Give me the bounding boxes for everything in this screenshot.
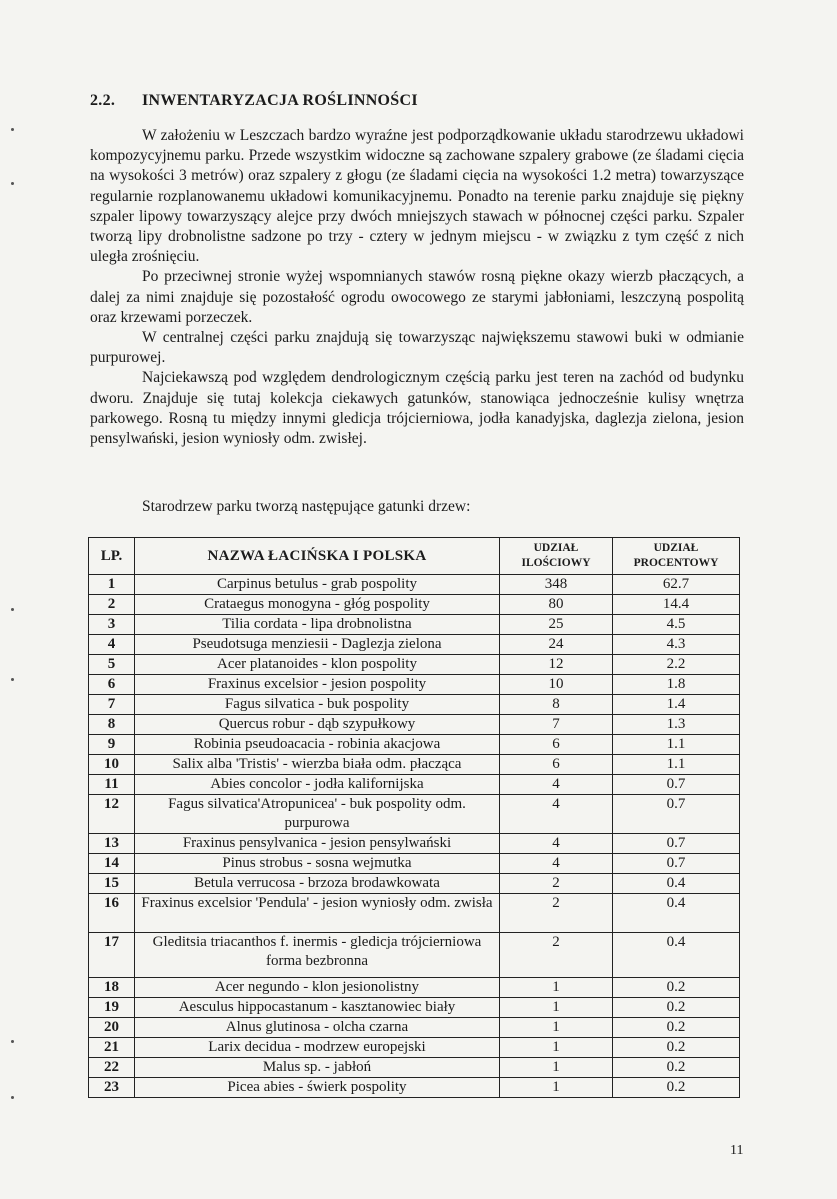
table-row (89, 595, 740, 615)
row-qty: 1 (500, 1018, 613, 1038)
row-name: Aesculus hippocastanum - kasztanowiec biały (135, 998, 500, 1018)
row-pct: 0.4 (613, 933, 740, 978)
table-row (89, 1058, 740, 1078)
row-pct: 0.2 (613, 1018, 740, 1038)
table-row (89, 874, 740, 894)
table-intro: Starodrzew parku tworzą następujące gatunki drzew: (142, 498, 471, 515)
table-row (89, 1078, 740, 1098)
row-pct: 4.5 (613, 615, 740, 635)
header-name: NAZWA ŁACIŃSKA I POLSKA (135, 538, 500, 575)
row-lp: 21 (89, 1038, 135, 1058)
row-pct: 62.7 (613, 575, 740, 595)
row-pct: 1.4 (613, 695, 740, 715)
row-pct: 1.8 (613, 675, 740, 695)
row-qty: 2 (500, 874, 613, 894)
row-name: Malus sp. - jabłoń (135, 1058, 500, 1078)
row-name: Larix decidua - modrzew europejski (135, 1038, 500, 1058)
row-lp: 10 (89, 755, 135, 775)
row-lp: 22 (89, 1058, 135, 1078)
row-name: Acer negundo - klon jesionolistny (135, 978, 500, 998)
section-number: 2.2. (90, 92, 116, 109)
table-row (89, 978, 740, 998)
row-lp: 16 (89, 894, 135, 933)
row-name: Pseudotsuga menziesii - Daglezja zielona (135, 635, 500, 655)
row-pct: 1.1 (613, 735, 740, 755)
row-name: Robinia pseudoacacia - robinia akacjowa (135, 735, 500, 755)
row-pct: 0.7 (613, 834, 740, 854)
row-name: Fraxinus pensylvanica - jesion pensylwański (135, 834, 500, 854)
row-qty: 1 (500, 1078, 613, 1098)
paragraph: W centralnej części parku znajdują się towarzysząc największemu stawowi buki w odmianie purpurowej. (90, 329, 744, 367)
table-row (89, 655, 740, 675)
table-row (89, 735, 740, 755)
row-name: Fagus silvatica - buk pospolity (135, 695, 500, 715)
row-name: Pinus strobus - sosna wejmutka (135, 854, 500, 874)
scan-speck (11, 608, 14, 611)
section-heading (90, 92, 418, 110)
row-name: Fagus silvatica'Atropunicea' - buk pospolity odm. purpurowa (135, 795, 500, 834)
row-qty: 1 (500, 978, 613, 998)
row-qty: 80 (500, 595, 613, 615)
row-lp: 13 (89, 834, 135, 854)
row-name: Salix alba 'Tristis' - wierzba biała odm. płacząca (135, 755, 500, 775)
row-qty: 2 (500, 933, 613, 978)
row-qty: 4 (500, 775, 613, 795)
row-name: Quercus robur - dąb szypułkowy (135, 715, 500, 735)
row-pct: 1.1 (613, 755, 740, 775)
paragraph: W założeniu w Leszczach bardzo wyraźne jest podporządkowanie układu starodrzewu układowi kompozycyjnemu parku. Przede wszystkim widoczne są zachowane szpalery grabowe (ze śladami cięcia na wysokości 3 metrów) oraz szpalery z głogu (ze śladami cięcia na wysokości 1.2 metra) towarzyszące regularnie rozplanowanemu układowi komunikacyjnemu. Ponadto na terenie parku znajduje się piękny szpaler lipowy towarzyszący alejce przy dwóch mniejszych stawach w północnej części parku. Szpaler tworzą lipy drobnolistne sadzone po trzy - cztery w jednym miejscu - w związku z tym część z nich uległa zrośnięciu. (90, 127, 744, 266)
row-name: Fraxinus excelsior - jesion pospolity (135, 675, 500, 695)
row-pct: 1.3 (613, 715, 740, 735)
row-qty: 4 (500, 854, 613, 874)
table-row (89, 894, 740, 933)
row-qty: 6 (500, 735, 613, 755)
table-row (89, 695, 740, 715)
row-name: Crataegus monogyna - głóg pospolity (135, 595, 500, 615)
table-row (89, 795, 740, 834)
row-name: Carpinus betulus - grab pospolity (135, 575, 500, 595)
row-lp: 1 (89, 575, 135, 595)
row-pct: 0.7 (613, 775, 740, 795)
row-qty: 24 (500, 635, 613, 655)
row-lp: 11 (89, 775, 135, 795)
row-pct: 14.4 (613, 595, 740, 615)
scan-speck (11, 128, 14, 131)
row-pct: 0.2 (613, 998, 740, 1018)
row-pct: 4.3 (613, 635, 740, 655)
row-name: Fraxinus excelsior 'Pendula' - jesion wyniosły odm. zwisła (135, 894, 500, 933)
table-row (89, 755, 740, 775)
row-lp: 3 (89, 615, 135, 635)
row-name: Gleditsia triacanthos f. inermis - gledicja trójcierniowa forma bezbronna (135, 933, 500, 978)
row-qty: 4 (500, 834, 613, 854)
row-lp: 9 (89, 735, 135, 755)
table-row (89, 575, 740, 595)
row-lp: 12 (89, 795, 135, 834)
species-table (88, 537, 740, 1098)
row-pct: 0.2 (613, 1078, 740, 1098)
scan-speck (11, 1096, 14, 1099)
table-row (89, 675, 740, 695)
row-name: Tilia cordata - lipa drobnolistna (135, 615, 500, 635)
row-lp: 2 (89, 595, 135, 615)
row-lp: 19 (89, 998, 135, 1018)
header-qty: UDZIAŁ ILOŚCIOWY (500, 538, 613, 575)
paragraph: Po przeciwnej stronie wyżej wspomnianych stawów rosną piękne okazy wierzb płaczących, a dalej za nimi znajduje się pozostałość ogrodu owocowego ze starymi jabłoniami, leszczyną pospolitą oraz krzewami porzeczek. (90, 268, 744, 326)
row-qty: 8 (500, 695, 613, 715)
row-lp: 14 (89, 854, 135, 874)
row-lp: 7 (89, 695, 135, 715)
row-lp: 6 (89, 675, 135, 695)
table-row (89, 834, 740, 854)
row-pct: 0.7 (613, 854, 740, 874)
table-header-row (89, 538, 740, 575)
table-row (89, 854, 740, 874)
row-name: Picea abies - świerk pospolity (135, 1078, 500, 1098)
row-qty: 25 (500, 615, 613, 635)
row-pct: 0.2 (613, 1038, 740, 1058)
row-name: Acer platanoides - klon pospolity (135, 655, 500, 675)
paragraph: Najciekawszą pod względem dendrologicznym częścią parku jest teren na zachód od budynku dworu. Znajduje się tutaj kolekcja ciekawych gatunków, stanowiąca jednocześnie kulisy wnętrza parkowego. Rosną tu między innymi gledicja trójcierniowa, jodła kanadyjska, daglezja zielona, jesion pensylwański, jesion wyniosły odm. zwisłej. (90, 369, 744, 448)
table-row (89, 933, 740, 978)
row-pct: 2.2 (613, 655, 740, 675)
row-pct: 0.7 (613, 795, 740, 834)
header-lp: LP. (89, 538, 135, 575)
row-name: Abies concolor - jodła kalifornijska (135, 775, 500, 795)
table-row (89, 1038, 740, 1058)
row-qty: 2 (500, 894, 613, 933)
table-row (89, 775, 740, 795)
table-body (89, 575, 740, 1098)
row-pct: 0.4 (613, 874, 740, 894)
row-qty: 1 (500, 998, 613, 1018)
scan-speck (11, 1040, 14, 1043)
row-qty: 10 (500, 675, 613, 695)
table-row (89, 715, 740, 735)
section-title: INWENTARYZACJA ROŚLINNOŚCI (142, 92, 418, 109)
row-qty: 4 (500, 795, 613, 834)
row-name: Alnus glutinosa - olcha czarna (135, 1018, 500, 1038)
row-qty: 1 (500, 1058, 613, 1078)
page-number: 11 (730, 1143, 744, 1158)
row-name: Betula verrucosa - brzoza brodawkowata (135, 874, 500, 894)
row-qty: 1 (500, 1038, 613, 1058)
table-row (89, 998, 740, 1018)
row-lp: 8 (89, 715, 135, 735)
row-lp: 18 (89, 978, 135, 998)
body-text (90, 126, 744, 449)
row-qty: 7 (500, 715, 613, 735)
scan-speck (11, 182, 14, 185)
row-qty: 348 (500, 575, 613, 595)
table-row (89, 615, 740, 635)
row-pct: 0.4 (613, 894, 740, 933)
header-pct: UDZIAŁ PROCENTOWY (613, 538, 740, 575)
row-lp: 23 (89, 1078, 135, 1098)
scan-speck (11, 678, 14, 681)
row-lp: 15 (89, 874, 135, 894)
row-pct: 0.2 (613, 978, 740, 998)
table-row (89, 1018, 740, 1038)
row-qty: 6 (500, 755, 613, 775)
row-lp: 4 (89, 635, 135, 655)
row-lp: 5 (89, 655, 135, 675)
table-row (89, 635, 740, 655)
row-lp: 20 (89, 1018, 135, 1038)
row-lp: 17 (89, 933, 135, 978)
row-pct: 0.2 (613, 1058, 740, 1078)
row-qty: 12 (500, 655, 613, 675)
